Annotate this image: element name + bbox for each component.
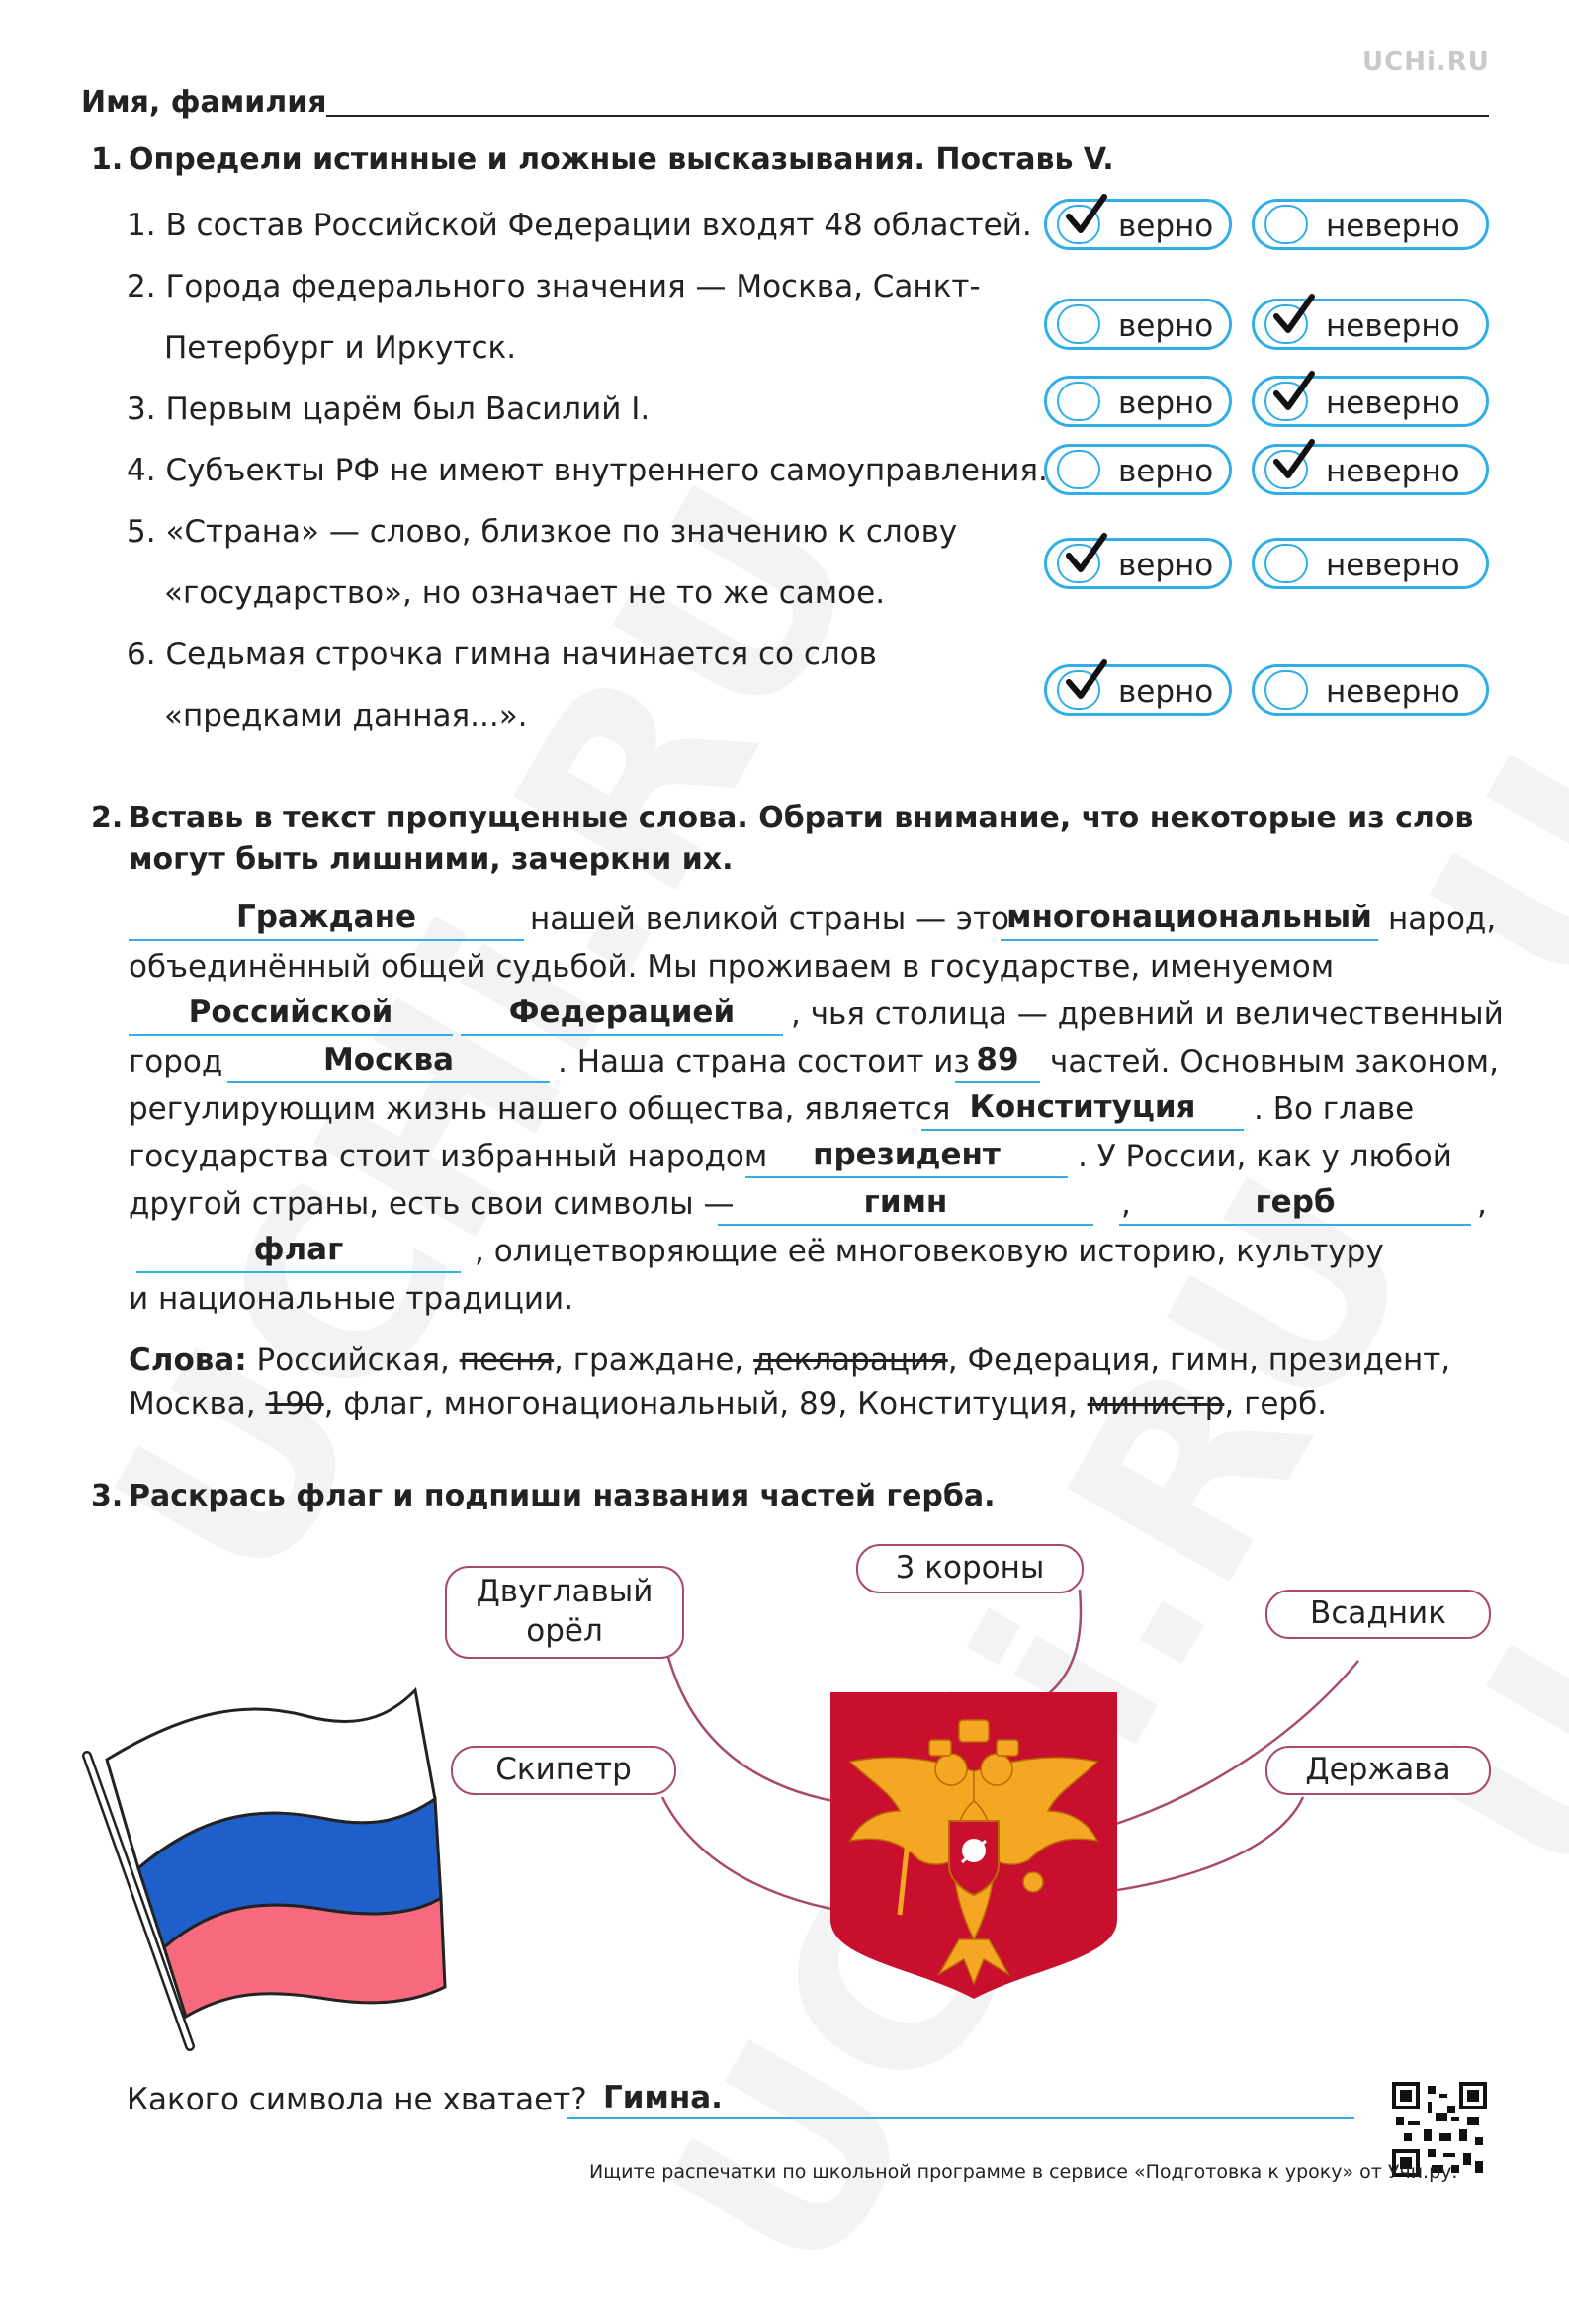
task3-number: 3.: [91, 1479, 124, 1513]
statement-5: 5. «Страна» — слово, близкое по значению к слову: [127, 514, 958, 550]
blank-emblem[interactable]: герб: [1119, 1184, 1471, 1226]
task2-title-line1: Вставь в текст пропущенные слова. Обрати внимание, что некоторые из слов: [129, 801, 1474, 835]
text-line: , олицетворяющие её многовековую историю, культуру: [475, 1234, 1384, 1269]
label-crowns: 3 короны: [856, 1544, 1084, 1593]
russian-flag[interactable]: [79, 1680, 475, 2056]
statement-1: 1. В состав Российской Федерации входят 48 областей.: [127, 208, 1032, 243]
footer-text: Ищите распечатки по школьной программе в сервисе «Подготовка к уроку» от Учи.ру.: [589, 2161, 1458, 2183]
name-label: Имя, фамилия: [81, 85, 327, 120]
text-line: объединённый общей судьбой. Мы проживаем в государстве, именуемом: [129, 949, 1335, 985]
task1-title: Определи истинные и ложные высказывания. Поставь V.: [129, 142, 1114, 177]
answer-label: неверно: [1326, 548, 1460, 583]
blank-citizens[interactable]: Граждане: [129, 900, 524, 941]
label-orb: Держава: [1265, 1746, 1491, 1795]
blank-moscow[interactable]: Москва: [227, 1042, 550, 1083]
text-line: город: [129, 1044, 223, 1079]
answer-label: неверно: [1326, 386, 1460, 421]
answer-label: верно: [1118, 454, 1214, 489]
text-line: , чья столица — древний и величественный: [791, 996, 1504, 1032]
blank-federation[interactable]: Федерацией: [461, 994, 783, 1036]
text-line: ,: [1477, 1186, 1487, 1222]
text-line: . Наша страна состоит из: [558, 1044, 970, 1079]
blank-multinational[interactable]: многонациональный: [1001, 900, 1378, 941]
task3-title: Раскрась флаг и подпиши названия частей герба.: [129, 1479, 996, 1513]
answer-label: верно: [1118, 386, 1214, 421]
coat-of-arms: [830, 1692, 1117, 1999]
statement-4: 4. Субъекты РФ не имеют внутреннего самоуправления.: [127, 453, 1048, 488]
text-line: государства стоит избранный народом: [129, 1139, 768, 1174]
text-line: . Во главе: [1254, 1091, 1415, 1127]
word-bank-line2: Москва, 190, флаг, многонациональный, 89, Конституция, министр, герб.: [129, 1386, 1328, 1421]
blank-parts[interactable]: 89: [955, 1042, 1040, 1083]
text-line: другой страны, есть свои символы —: [129, 1186, 735, 1222]
crossed-word: декларация: [753, 1342, 948, 1378]
text-line: и национальные традиции.: [129, 1281, 574, 1317]
text-line: регулирующим жизнь нашего общества, является: [129, 1091, 951, 1127]
label-scepter: Скипетр: [451, 1746, 676, 1795]
text-line: . У России, как у любой: [1078, 1139, 1452, 1174]
blank-flag[interactable]: флаг: [136, 1232, 461, 1273]
label-rider: Всадник: [1265, 1590, 1491, 1639]
statement-2: 2. Города федерального значения — Москва, Санкт-: [127, 269, 981, 304]
task1-number: 1.: [91, 142, 124, 177]
blank-russian[interactable]: Российской: [129, 994, 453, 1036]
crossed-word: песня: [459, 1342, 555, 1378]
statement-6: 6. Седьмая строчка гимна начинается со слов: [127, 637, 877, 672]
crossed-word: 190: [265, 1386, 324, 1421]
answer-label: верно: [1118, 674, 1214, 710]
blank-anthem[interactable]: гимн: [718, 1184, 1093, 1226]
word-bank-line1: Слова: Российская, песня, граждане, декларация, Федерация, гимн, президент,: [129, 1342, 1451, 1378]
answer-label: неверно: [1326, 308, 1460, 344]
label-eagle: Двуглавый орёл: [445, 1566, 684, 1659]
statement-6-cont: «предками данная...».: [164, 698, 528, 733]
text-line: нашей великой страны — это: [530, 902, 1009, 937]
missing-symbol-answer[interactable]: Гимна.: [567, 2080, 1354, 2119]
statement-5-cont: «государство», но означает не то же самое.: [164, 575, 886, 611]
answer-label: верно: [1118, 548, 1214, 583]
task2-title-line2: могут быть лишними, зачеркни их.: [129, 842, 734, 877]
text-line: частей. Основным законом,: [1050, 1044, 1499, 1079]
crossed-word: министр: [1087, 1386, 1225, 1421]
answer-label: верно: [1118, 308, 1214, 344]
brand-logo: UCHi.RU: [1362, 47, 1490, 77]
missing-symbol-question: Какого символа не хватает?: [127, 2082, 587, 2117]
answer-label: верно: [1118, 209, 1214, 244]
text-line: народ,: [1388, 902, 1497, 937]
blank-president[interactable]: президент: [745, 1137, 1068, 1178]
answer-label: неверно: [1326, 209, 1460, 244]
statement-3: 3. Первым царём был Василий I.: [127, 391, 651, 427]
statement-2-cont: Петербург и Иркутск.: [164, 330, 517, 366]
text-line: ,: [1121, 1186, 1131, 1222]
answer-label: неверно: [1326, 674, 1460, 710]
blank-constitution[interactable]: Конституция: [921, 1089, 1244, 1131]
answer-label: неверно: [1326, 454, 1460, 489]
task2-number: 2.: [91, 801, 124, 835]
